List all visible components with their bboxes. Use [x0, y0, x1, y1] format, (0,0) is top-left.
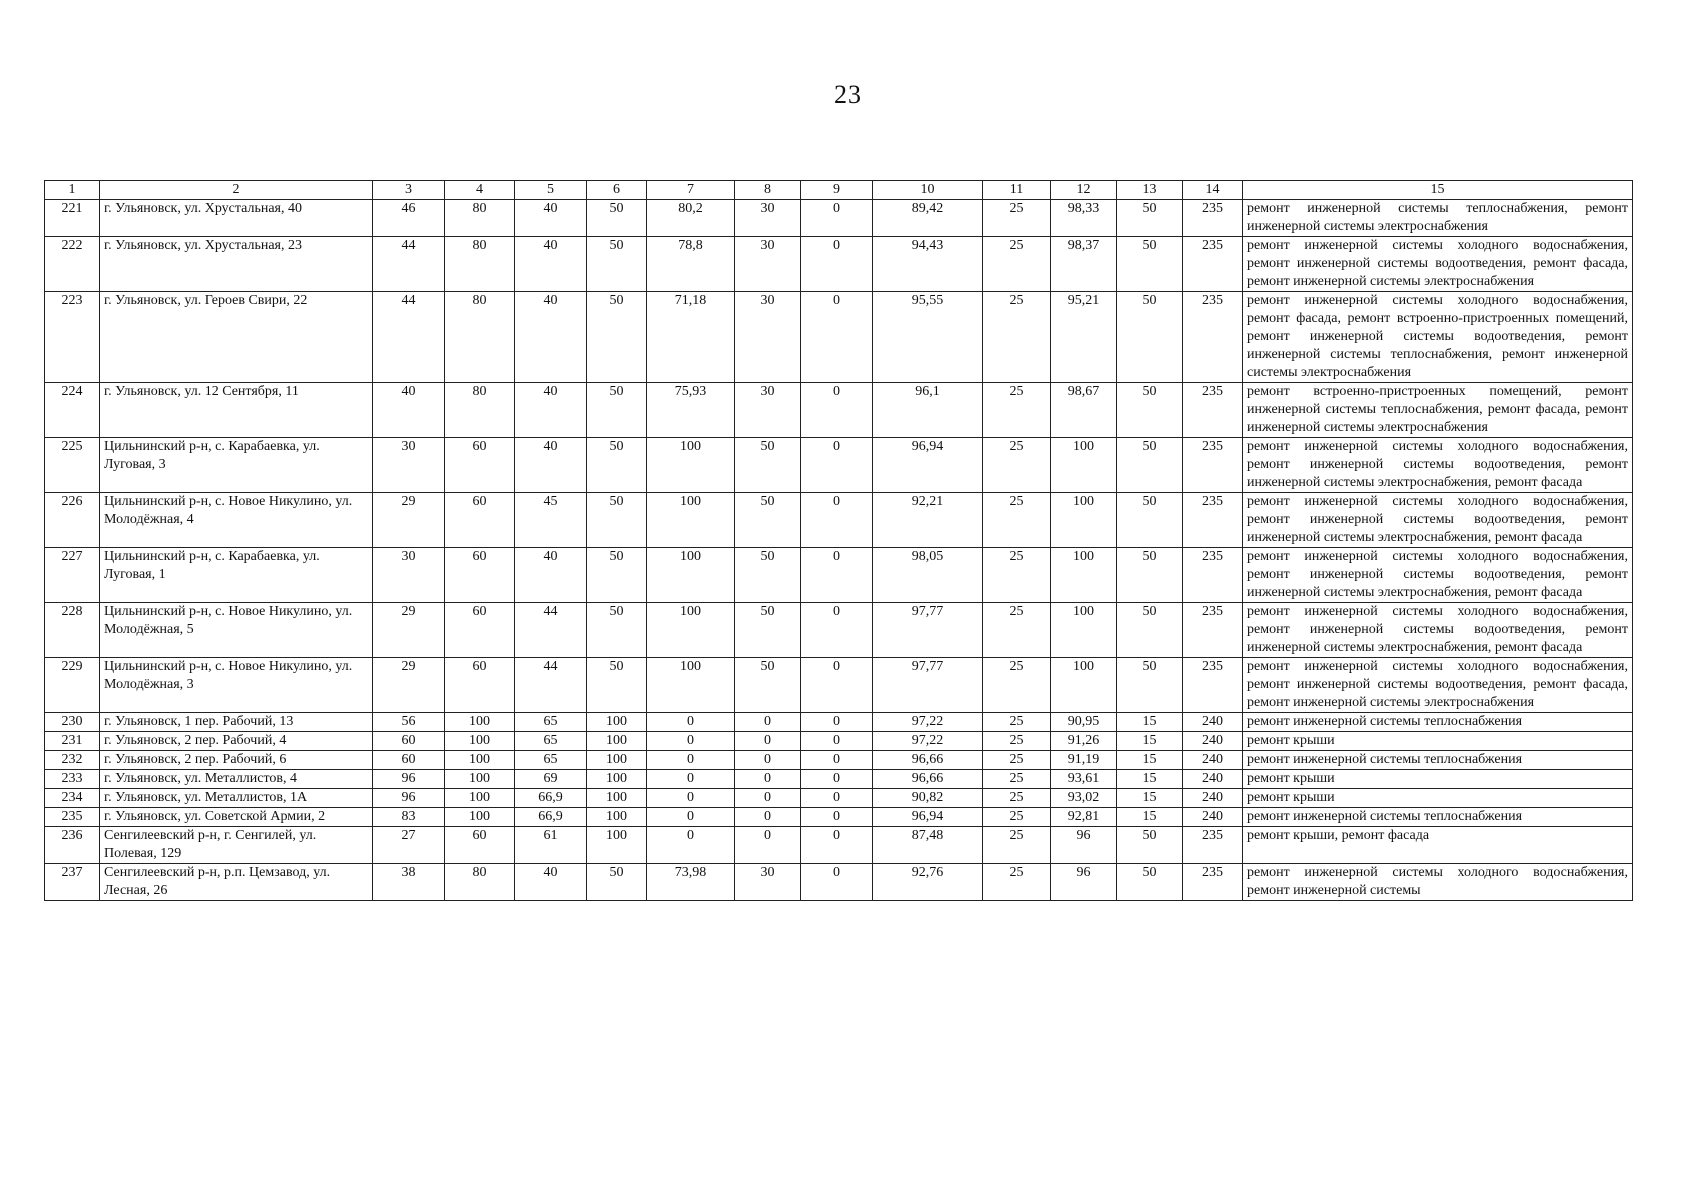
col-8-cell: 50 [735, 603, 801, 658]
col-13-cell: 50 [1117, 292, 1183, 383]
col-6-cell: 100 [587, 713, 647, 732]
col-10-cell: 97,77 [873, 603, 983, 658]
col-5-cell: 65 [515, 751, 587, 770]
col-6-cell: 50 [587, 864, 647, 901]
table-row [45, 493, 1633, 548]
address-cell: Цильнинский р-н, с. Новое Никулино, ул. Молодёжная, 4 [100, 493, 373, 548]
col-10-cell: 96,1 [873, 383, 983, 438]
work-description-cell: ремонт крыши [1243, 789, 1633, 808]
col-12-cell: 98,37 [1051, 237, 1117, 292]
col-9-cell: 0 [801, 770, 873, 789]
col-11-cell: 25 [983, 200, 1051, 237]
col-3-cell: 96 [373, 789, 445, 808]
col-9-cell: 0 [801, 658, 873, 713]
work-description-cell: ремонт инженерной системы холодного водоснабжения, ремонт инженерной системы водоотведения, ремонт инженерной системы электроснабжения, ремонт фасада [1243, 548, 1633, 603]
col-13-cell: 50 [1117, 200, 1183, 237]
address-cell: Цильнинский р-н, с. Карабаевка, ул. Луговая, 1 [100, 548, 373, 603]
col-9-cell: 0 [801, 789, 873, 808]
col-11-cell: 25 [983, 864, 1051, 901]
col-3-cell: 30 [373, 438, 445, 493]
col-7-cell: 0 [647, 827, 735, 864]
col-8-cell: 30 [735, 864, 801, 901]
col-7-cell: 0 [647, 713, 735, 732]
col-6-cell: 50 [587, 200, 647, 237]
col-13-cell: 50 [1117, 493, 1183, 548]
col-6-cell: 50 [587, 237, 647, 292]
address-cell: г. Ульяновск, ул. Металлистов, 4 [100, 770, 373, 789]
table-row [45, 292, 1633, 383]
col-12-cell: 100 [1051, 493, 1117, 548]
address-cell: Цильнинский р-н, с. Новое Никулино, ул. Молодёжная, 5 [100, 603, 373, 658]
row-number-cell: 227 [45, 548, 100, 603]
col-11-cell: 25 [983, 292, 1051, 383]
col-11-cell: 25 [983, 493, 1051, 548]
table-row [45, 548, 1633, 603]
col-4-cell: 100 [445, 789, 515, 808]
col-14-cell: 235 [1183, 827, 1243, 864]
col-10-cell: 95,55 [873, 292, 983, 383]
col-6-cell: 50 [587, 548, 647, 603]
col-3-cell: 83 [373, 808, 445, 827]
col-11-cell: 25 [983, 548, 1051, 603]
col-5-cell: 40 [515, 292, 587, 383]
column-header-9: 9 [801, 181, 873, 200]
col-5-cell: 40 [515, 200, 587, 237]
row-number-cell: 229 [45, 658, 100, 713]
col-4-cell: 60 [445, 438, 515, 493]
col-11-cell: 25 [983, 827, 1051, 864]
col-5-cell: 66,9 [515, 789, 587, 808]
col-9-cell: 0 [801, 864, 873, 901]
col-3-cell: 29 [373, 658, 445, 713]
col-7-cell: 0 [647, 732, 735, 751]
table-row [45, 808, 1633, 827]
col-12-cell: 91,26 [1051, 732, 1117, 751]
col-4-cell: 60 [445, 493, 515, 548]
col-8-cell: 0 [735, 808, 801, 827]
work-description-cell: ремонт инженерной системы холодного водоснабжения, ремонт инженерной системы водоотведения, ремонт инженерной системы электроснабжения, ремонт фасада [1243, 603, 1633, 658]
column-header-6: 6 [587, 181, 647, 200]
col-10-cell: 92,76 [873, 864, 983, 901]
col-9-cell: 0 [801, 751, 873, 770]
column-header-7: 7 [647, 181, 735, 200]
work-description-cell: ремонт инженерной системы холодного водоснабжения, ремонт фасада, ремонт встроенно-пристроенных помещений, ремонт инженерной системы водоотведения, ремонт инженерной системы теплоснабжения, ремонт инженерной системы электроснабжения [1243, 292, 1633, 383]
col-7-cell: 71,18 [647, 292, 735, 383]
col-3-cell: 60 [373, 751, 445, 770]
col-11-cell: 25 [983, 383, 1051, 438]
col-7-cell: 80,2 [647, 200, 735, 237]
row-number-cell: 232 [45, 751, 100, 770]
col-13-cell: 15 [1117, 789, 1183, 808]
address-cell: г. Ульяновск, 2 пер. Рабочий, 6 [100, 751, 373, 770]
col-14-cell: 240 [1183, 732, 1243, 751]
col-11-cell: 25 [983, 732, 1051, 751]
col-14-cell: 235 [1183, 200, 1243, 237]
col-4-cell: 80 [445, 864, 515, 901]
col-13-cell: 50 [1117, 383, 1183, 438]
col-7-cell: 0 [647, 751, 735, 770]
col-4-cell: 100 [445, 808, 515, 827]
row-number-cell: 225 [45, 438, 100, 493]
col-3-cell: 30 [373, 548, 445, 603]
column-header-4: 4 [445, 181, 515, 200]
col-8-cell: 50 [735, 438, 801, 493]
col-5-cell: 44 [515, 658, 587, 713]
col-9-cell: 0 [801, 292, 873, 383]
work-description-cell: ремонт инженерной системы холодного водоснабжения, ремонт инженерной системы водоотведения, ремонт инженерной системы электроснабжения, ремонт фасада [1243, 493, 1633, 548]
col-9-cell: 0 [801, 438, 873, 493]
address-cell: Цильнинский р-н, с. Новое Никулино, ул. Молодёжная, 3 [100, 658, 373, 713]
col-7-cell: 0 [647, 808, 735, 827]
col-11-cell: 25 [983, 237, 1051, 292]
row-number-cell: 234 [45, 789, 100, 808]
col-12-cell: 100 [1051, 658, 1117, 713]
col-9-cell: 0 [801, 713, 873, 732]
row-number-cell: 233 [45, 770, 100, 789]
col-8-cell: 0 [735, 827, 801, 864]
col-9-cell: 0 [801, 383, 873, 438]
col-4-cell: 60 [445, 548, 515, 603]
col-3-cell: 44 [373, 237, 445, 292]
col-8-cell: 50 [735, 493, 801, 548]
col-4-cell: 100 [445, 732, 515, 751]
col-13-cell: 15 [1117, 732, 1183, 751]
column-header-14: 14 [1183, 181, 1243, 200]
col-7-cell: 100 [647, 603, 735, 658]
address-cell: г. Ульяновск, ул. Металлистов, 1А [100, 789, 373, 808]
col-7-cell: 100 [647, 438, 735, 493]
col-4-cell: 100 [445, 713, 515, 732]
col-4-cell: 60 [445, 603, 515, 658]
col-12-cell: 98,33 [1051, 200, 1117, 237]
col-12-cell: 90,95 [1051, 713, 1117, 732]
col-14-cell: 240 [1183, 751, 1243, 770]
col-3-cell: 96 [373, 770, 445, 789]
col-14-cell: 240 [1183, 770, 1243, 789]
page-number: 23 [834, 80, 862, 109]
col-5-cell: 40 [515, 237, 587, 292]
work-description-cell: ремонт инженерной системы теплоснабжения, ремонт инженерной системы электроснабжения [1243, 200, 1633, 237]
col-3-cell: 40 [373, 383, 445, 438]
address-cell: Сенгилеевский р-н, г. Сенгилей, ул. Полевая, 129 [100, 827, 373, 864]
table-row [45, 827, 1633, 864]
address-cell: г. Ульяновск, 1 пер. Рабочий, 13 [100, 713, 373, 732]
col-10-cell: 96,66 [873, 751, 983, 770]
col-4-cell: 100 [445, 751, 515, 770]
column-header-12: 12 [1051, 181, 1117, 200]
col-12-cell: 96 [1051, 827, 1117, 864]
table-row [45, 200, 1633, 237]
work-description-cell: ремонт инженерной системы теплоснабжения [1243, 751, 1633, 770]
col-12-cell: 100 [1051, 603, 1117, 658]
col-3-cell: 38 [373, 864, 445, 901]
col-11-cell: 25 [983, 713, 1051, 732]
col-14-cell: 235 [1183, 438, 1243, 493]
col-6-cell: 50 [587, 292, 647, 383]
col-9-cell: 0 [801, 200, 873, 237]
header-row [45, 181, 1633, 200]
col-5-cell: 44 [515, 603, 587, 658]
col-6-cell: 50 [587, 603, 647, 658]
table-header [45, 181, 1633, 200]
work-description-cell: ремонт крыши, ремонт фасада [1243, 827, 1633, 864]
col-6-cell: 100 [587, 827, 647, 864]
work-description-cell: ремонт инженерной системы теплоснабжения [1243, 808, 1633, 827]
col-3-cell: 60 [373, 732, 445, 751]
col-3-cell: 44 [373, 292, 445, 383]
address-cell: г. Ульяновск, ул. Хрустальная, 23 [100, 237, 373, 292]
col-6-cell: 50 [587, 658, 647, 713]
col-14-cell: 240 [1183, 713, 1243, 732]
work-description-cell: ремонт инженерной системы теплоснабжения [1243, 713, 1633, 732]
col-11-cell: 25 [983, 438, 1051, 493]
col-12-cell: 98,67 [1051, 383, 1117, 438]
address-cell: г. Ульяновск, ул. Героев Свири, 22 [100, 292, 373, 383]
col-13-cell: 15 [1117, 770, 1183, 789]
col-13-cell: 50 [1117, 438, 1183, 493]
col-10-cell: 97,77 [873, 658, 983, 713]
col-7-cell: 0 [647, 770, 735, 789]
col-6-cell: 100 [587, 808, 647, 827]
col-10-cell: 97,22 [873, 713, 983, 732]
work-description-cell: ремонт инженерной системы холодного водоснабжения, ремонт инженерной системы водоотведения, ремонт инженерной системы электроснабжения, ремонт фасада [1243, 438, 1633, 493]
col-13-cell: 50 [1117, 827, 1183, 864]
table-row [45, 751, 1633, 770]
col-5-cell: 40 [515, 438, 587, 493]
col-9-cell: 0 [801, 237, 873, 292]
col-8-cell: 0 [735, 751, 801, 770]
col-11-cell: 25 [983, 789, 1051, 808]
col-8-cell: 50 [735, 658, 801, 713]
col-8-cell: 0 [735, 770, 801, 789]
col-8-cell: 50 [735, 548, 801, 603]
col-12-cell: 93,61 [1051, 770, 1117, 789]
work-description-cell: ремонт крыши [1243, 770, 1633, 789]
col-5-cell: 40 [515, 383, 587, 438]
col-7-cell: 100 [647, 548, 735, 603]
col-13-cell: 15 [1117, 751, 1183, 770]
col-5-cell: 65 [515, 713, 587, 732]
col-9-cell: 0 [801, 808, 873, 827]
col-11-cell: 25 [983, 658, 1051, 713]
work-description-cell: ремонт инженерной системы холодного водоснабжения, ремонт инженерной системы водоотведения, ремонт фасада, ремонт инженерной системы электроснабжения [1243, 237, 1633, 292]
col-8-cell: 0 [735, 789, 801, 808]
row-number-cell: 236 [45, 827, 100, 864]
col-4-cell: 60 [445, 827, 515, 864]
col-6-cell: 50 [587, 493, 647, 548]
col-13-cell: 50 [1117, 864, 1183, 901]
col-7-cell: 75,93 [647, 383, 735, 438]
work-description-cell: ремонт инженерной системы холодного водоснабжения, ремонт инженерной системы [1243, 864, 1633, 901]
table-row [45, 438, 1633, 493]
repair-program-table [44, 180, 1633, 901]
column-header-1: 1 [45, 181, 100, 200]
col-5-cell: 45 [515, 493, 587, 548]
row-number-cell: 235 [45, 808, 100, 827]
col-6-cell: 50 [587, 438, 647, 493]
col-10-cell: 92,21 [873, 493, 983, 548]
col-7-cell: 78,8 [647, 237, 735, 292]
row-number-cell: 222 [45, 237, 100, 292]
col-7-cell: 73,98 [647, 864, 735, 901]
col-3-cell: 29 [373, 603, 445, 658]
col-4-cell: 80 [445, 383, 515, 438]
row-number-cell: 231 [45, 732, 100, 751]
col-11-cell: 25 [983, 603, 1051, 658]
table-body [45, 200, 1633, 901]
col-11-cell: 25 [983, 751, 1051, 770]
col-12-cell: 95,21 [1051, 292, 1117, 383]
col-12-cell: 93,02 [1051, 789, 1117, 808]
col-9-cell: 0 [801, 493, 873, 548]
column-header-3: 3 [373, 181, 445, 200]
work-description-cell: ремонт встроенно-пристроенных помещений, ремонт инженерной системы теплоснабжения, ремонт фасада, ремонт инженерной системы электроснабжения [1243, 383, 1633, 438]
col-4-cell: 100 [445, 770, 515, 789]
col-14-cell: 240 [1183, 808, 1243, 827]
col-13-cell: 50 [1117, 603, 1183, 658]
col-14-cell: 235 [1183, 864, 1243, 901]
address-cell: г. Ульяновск, ул. Советской Армии, 2 [100, 808, 373, 827]
col-14-cell: 240 [1183, 789, 1243, 808]
col-13-cell: 15 [1117, 713, 1183, 732]
row-number-cell: 237 [45, 864, 100, 901]
column-header-10: 10 [873, 181, 983, 200]
table-row [45, 603, 1633, 658]
col-4-cell: 80 [445, 237, 515, 292]
col-13-cell: 50 [1117, 548, 1183, 603]
col-7-cell: 100 [647, 493, 735, 548]
col-10-cell: 94,43 [873, 237, 983, 292]
col-6-cell: 100 [587, 770, 647, 789]
col-9-cell: 0 [801, 603, 873, 658]
col-14-cell: 235 [1183, 658, 1243, 713]
column-header-2: 2 [100, 181, 373, 200]
col-5-cell: 66,9 [515, 808, 587, 827]
col-14-cell: 235 [1183, 493, 1243, 548]
col-8-cell: 30 [735, 383, 801, 438]
row-number-cell: 230 [45, 713, 100, 732]
column-header-8: 8 [735, 181, 801, 200]
col-7-cell: 0 [647, 789, 735, 808]
col-6-cell: 50 [587, 383, 647, 438]
col-14-cell: 235 [1183, 292, 1243, 383]
col-13-cell: 50 [1117, 658, 1183, 713]
col-3-cell: 29 [373, 493, 445, 548]
row-number-cell: 226 [45, 493, 100, 548]
table-row [45, 237, 1633, 292]
col-10-cell: 90,82 [873, 789, 983, 808]
col-9-cell: 0 [801, 827, 873, 864]
col-8-cell: 0 [735, 732, 801, 751]
column-header-13: 13 [1117, 181, 1183, 200]
address-cell: Цильнинский р-н, с. Карабаевка, ул. Луговая, 3 [100, 438, 373, 493]
col-3-cell: 46 [373, 200, 445, 237]
row-number-cell: 221 [45, 200, 100, 237]
col-5-cell: 65 [515, 732, 587, 751]
address-cell: г. Ульяновск, ул. 12 Сентября, 11 [100, 383, 373, 438]
col-12-cell: 92,81 [1051, 808, 1117, 827]
col-8-cell: 0 [735, 713, 801, 732]
col-10-cell: 96,94 [873, 808, 983, 827]
col-10-cell: 87,48 [873, 827, 983, 864]
row-number-cell: 228 [45, 603, 100, 658]
col-14-cell: 235 [1183, 548, 1243, 603]
col-8-cell: 30 [735, 200, 801, 237]
table-row [45, 789, 1633, 808]
col-5-cell: 40 [515, 548, 587, 603]
col-11-cell: 25 [983, 770, 1051, 789]
column-header-15: 15 [1243, 181, 1633, 200]
col-12-cell: 96 [1051, 864, 1117, 901]
col-10-cell: 96,94 [873, 438, 983, 493]
table-row [45, 713, 1633, 732]
address-cell: Сенгилеевский р-н, р.п. Цемзавод, ул. Лесная, 26 [100, 864, 373, 901]
col-3-cell: 56 [373, 713, 445, 732]
col-7-cell: 100 [647, 658, 735, 713]
table-row [45, 383, 1633, 438]
table-row [45, 732, 1633, 751]
col-5-cell: 40 [515, 864, 587, 901]
col-9-cell: 0 [801, 732, 873, 751]
col-8-cell: 30 [735, 237, 801, 292]
col-10-cell: 96,66 [873, 770, 983, 789]
table-row [45, 770, 1633, 789]
column-header-11: 11 [983, 181, 1051, 200]
column-header-5: 5 [515, 181, 587, 200]
col-5-cell: 61 [515, 827, 587, 864]
col-9-cell: 0 [801, 548, 873, 603]
col-14-cell: 235 [1183, 603, 1243, 658]
col-5-cell: 69 [515, 770, 587, 789]
col-12-cell: 91,19 [1051, 751, 1117, 770]
col-13-cell: 50 [1117, 237, 1183, 292]
row-number-cell: 224 [45, 383, 100, 438]
table-row [45, 658, 1633, 713]
col-4-cell: 80 [445, 292, 515, 383]
col-12-cell: 100 [1051, 438, 1117, 493]
row-number-cell: 223 [45, 292, 100, 383]
col-8-cell: 30 [735, 292, 801, 383]
col-14-cell: 235 [1183, 237, 1243, 292]
work-description-cell: ремонт инженерной системы холодного водоснабжения, ремонт инженерной системы водоотведения, ремонт фасада, ремонт инженерной системы электроснабжения [1243, 658, 1633, 713]
col-6-cell: 100 [587, 789, 647, 808]
address-cell: г. Ульяновск, ул. Хрустальная, 40 [100, 200, 373, 237]
address-cell: г. Ульяновск, 2 пер. Рабочий, 4 [100, 732, 373, 751]
work-description-cell: ремонт крыши [1243, 732, 1633, 751]
col-14-cell: 235 [1183, 383, 1243, 438]
col-4-cell: 60 [445, 658, 515, 713]
col-13-cell: 15 [1117, 808, 1183, 827]
col-10-cell: 89,42 [873, 200, 983, 237]
col-11-cell: 25 [983, 808, 1051, 827]
col-6-cell: 100 [587, 751, 647, 770]
col-10-cell: 98,05 [873, 548, 983, 603]
col-3-cell: 27 [373, 827, 445, 864]
table-row [45, 864, 1633, 901]
col-12-cell: 100 [1051, 548, 1117, 603]
col-6-cell: 100 [587, 732, 647, 751]
col-4-cell: 80 [445, 200, 515, 237]
col-10-cell: 97,22 [873, 732, 983, 751]
